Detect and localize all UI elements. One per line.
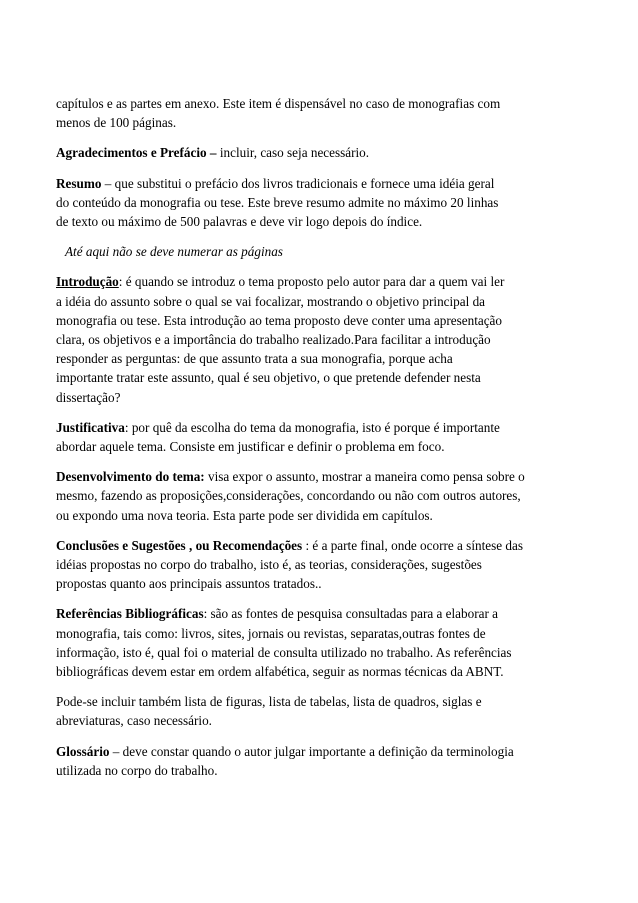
text-line: idéias propostas no corpo do trabalho, isto é, as teorias, considerações, sugestões: [56, 557, 482, 573]
text-line: propostas quanto aos principais assuntos tratados..: [56, 576, 322, 592]
document-page: [56, 94, 596, 791]
text-span: – deve constar quando o autor julgar importante a definição da terminologia: [109, 743, 514, 759]
text-line: clara, os objetivos e a importância do trabalho realizado.Para facilitar a introdução: [56, 332, 491, 348]
text-line: [56, 174, 596, 193]
text-span: – que substitui o prefácio dos livros tradicionais e fornece uma idéia geral: [101, 175, 495, 191]
note-numbering: Até aqui não se deve numerar as páginas: [65, 244, 283, 260]
term-glossario: Glossário: [56, 743, 110, 759]
text-line: a idéia do assunto sobre o qual se vai focalizar, mostrando o objetivo principal da: [56, 293, 486, 309]
text-span: : é a parte final, onde ocorre a síntese das: [302, 537, 523, 553]
paragraph-introducao: [56, 272, 596, 406]
paragraph-justificativa: [56, 418, 596, 456]
text-line: [56, 143, 596, 162]
text-line: dissertação?: [56, 389, 121, 405]
text-line: importante tratar este assunto, qual é seu objetivo, o que pretende defender nesta: [56, 370, 481, 386]
term-justificativa: Justificativa: [56, 419, 125, 435]
text-line: responder as perguntas: de que assunto trata a sua monografia, porque acha: [56, 351, 453, 367]
term-agradecimentos: Agradecimentos e Prefácio –: [56, 145, 217, 161]
paragraph-anexo: [56, 94, 596, 132]
text-span: : são as fontes de pesquisa consultadas para a elaborar a: [203, 606, 499, 622]
text-span: : é quando se introduz o tema proposto pelo autor para dar a quem vai ler: [118, 274, 505, 290]
paragraph-referencias: [56, 604, 596, 681]
text-line: utilizada no corpo do trabalho.: [56, 762, 218, 778]
text-line: [56, 536, 596, 555]
paragraph-conclusoes: [56, 536, 596, 594]
text-line: [56, 467, 596, 486]
text-line: informação, isto é, qual foi o material de consulta utilizado no trabalho. As referências: [56, 644, 512, 660]
text-line: de texto ou máximo de 500 palavras e deve vir logo depois do índice.: [56, 214, 423, 230]
text-line: abordar aquele tema. Consiste em justificar e definir o problema em foco.: [56, 439, 445, 455]
text-line: bibliográficas devem estar em ordem alfabética, seguir as normas técnicas da ABNT.: [56, 664, 504, 680]
paragraph-agradecimentos: [56, 143, 596, 162]
text-span: visa expor o assunto, mostrar a maneira como pensa sobre o: [204, 469, 525, 485]
text-line: [56, 418, 596, 437]
paragraph-resumo: [56, 174, 596, 232]
text-span: incluir, caso seja necessário.: [216, 145, 370, 161]
text-line: [56, 604, 596, 623]
paragraph-glossario: [56, 742, 596, 780]
text-line: abreviaturas, caso necessário.: [56, 713, 212, 729]
term-introducao: Introdução: [56, 274, 119, 290]
term-referencias: Referências Bibliográficas: [56, 606, 204, 622]
paragraph-desenvolvimento: [56, 467, 596, 525]
text-span: : por quê da escolha do tema da monografia, isto é porque é importante: [124, 419, 500, 435]
text-line: do conteúdo da monografia ou tese. Este breve resumo admite no máximo 20 linhas: [56, 194, 499, 210]
text-line: [56, 742, 596, 761]
term-desenvolvimento: Desenvolvimento do tema:: [56, 469, 205, 485]
text-line: menos de 100 páginas.: [56, 115, 177, 131]
text-line: ou expondo uma nova teoria. Esta parte pode ser dividida em capítulos.: [56, 507, 433, 523]
term-resumo: Resumo: [56, 175, 102, 191]
text-line: mesmo, fazendo as proposições,considerações, concordando ou não com outros autores,: [56, 488, 521, 504]
text-line: monografia ou tese. Esta introdução ao tema proposto deve conter uma apresentação: [56, 312, 503, 328]
term-conclusoes: Conclusões e Sugestões , ou Recomendações: [56, 537, 303, 553]
text-line: Pode-se incluir também lista de figuras, lista de tabelas, lista de quadros, siglas e: [56, 694, 482, 710]
paragraph-listas: [56, 692, 596, 730]
text-line: capítulos e as partes em anexo. Este item é dispensável no caso de monografias com: [56, 96, 501, 111]
text-line: [56, 272, 596, 291]
text-line: monografia, tais como: livros, sites, jornais ou revistas, separatas,outras fontes de: [56, 625, 486, 641]
